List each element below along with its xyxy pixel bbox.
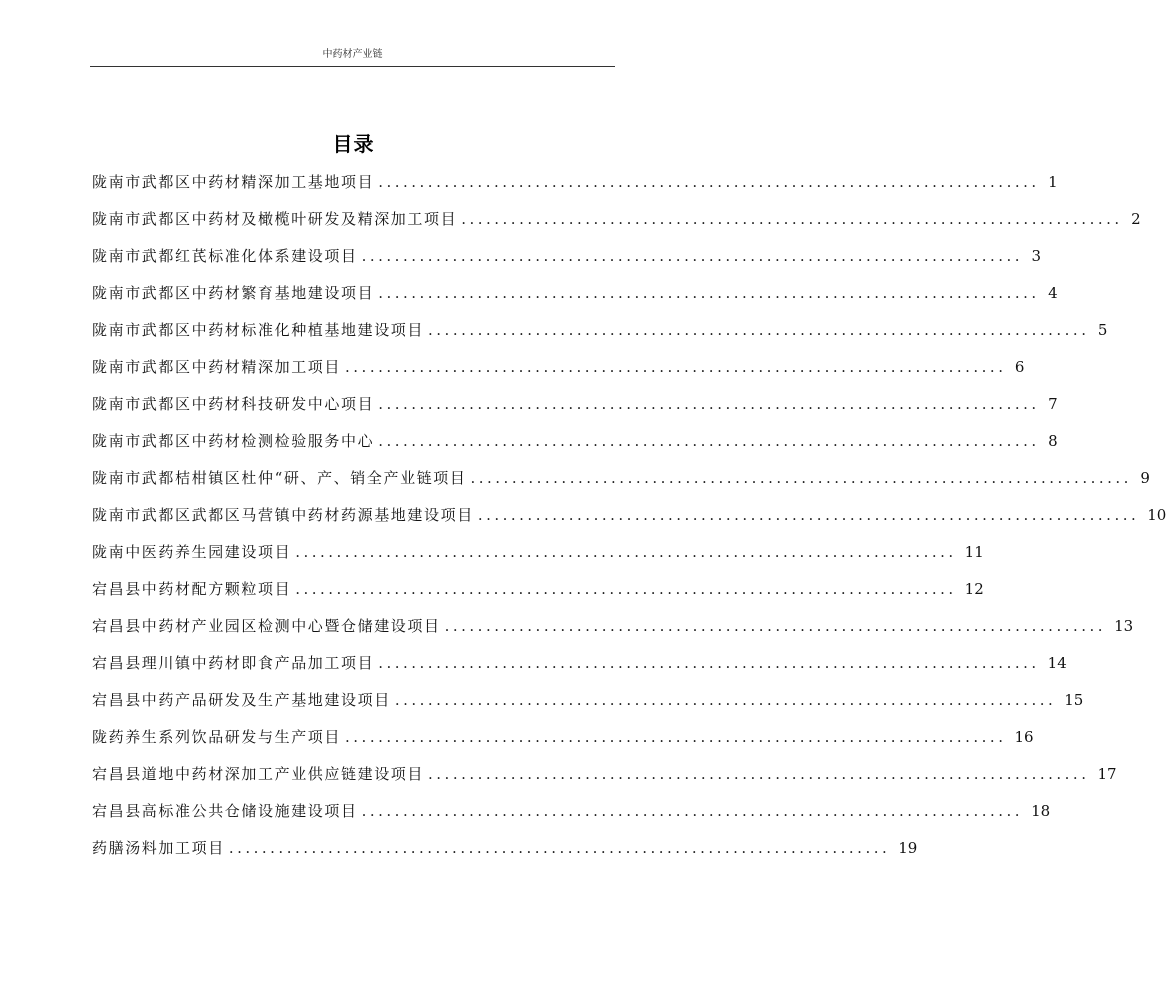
toc-entry-page: 15 [1064, 691, 1084, 709]
toc-entry-page: 16 [1014, 728, 1034, 746]
dot-leader: ................................................................................ [444, 617, 1107, 635]
dot-leader: ................................................................................ [428, 765, 1090, 783]
toc-entry[interactable] [92, 390, 1058, 427]
toc-entry[interactable] [92, 575, 984, 612]
toc-entry[interactable] [92, 612, 1134, 649]
toc-entry-title: 陇南市武都区中药材检测检验服务中心 [92, 432, 375, 450]
table-of-contents [92, 168, 1166, 871]
toc-entry-title: 宕昌县中药材产业园区检测中心暨仓储建设项目 [92, 617, 441, 635]
toc-entry[interactable] [92, 353, 1025, 390]
toc-entry-title: 宕昌县中药产品研发及生产基地建设项目 [92, 691, 391, 709]
toc-entry-title: 陇南市武都区中药材精深加工基地项目 [92, 173, 375, 191]
toc-entry-page: 7 [1048, 395, 1058, 413]
toc-entry[interactable] [92, 168, 1058, 205]
toc-entry[interactable] [92, 649, 1067, 686]
toc-entry-title: 宕昌县理川镇中药材即食产品加工项目 [92, 654, 375, 672]
toc-entry[interactable] [92, 242, 1042, 279]
toc-entry-title: 陇南市武都区中药材标准化种植基地建设项目 [92, 321, 425, 339]
toc-heading: 目录 [332, 132, 375, 156]
toc-entry-page: 1 [1048, 173, 1058, 191]
dot-leader: ................................................................................ [361, 247, 1024, 265]
toc-entry-page: 9 [1140, 469, 1150, 487]
page-header: 中药材产业链 [90, 44, 615, 67]
toc-entry-page: 12 [964, 580, 984, 598]
toc-entry-page: 2 [1131, 210, 1141, 228]
toc-entry-title: 宕昌县道地中药材深加工产业供应链建设项目 [92, 765, 425, 783]
toc-entry-page: 6 [1014, 358, 1025, 376]
toc-entry-page: 14 [1047, 654, 1067, 672]
toc-entry-page: 11 [964, 543, 984, 561]
dot-leader: ................................................................................ [378, 284, 1040, 302]
dot-leader: ................................................................................ [378, 654, 1040, 672]
toc-entry-title: 陇南市武都区武都区马营镇中药材药源基地建设项目 [92, 506, 474, 524]
toc-entry-title: 陇药养生系列饮品研发与生产项目 [92, 728, 342, 746]
toc-entry-page: 3 [1031, 247, 1042, 265]
toc-entry-title: 陇南中医药养生园建设项目 [92, 543, 292, 561]
dot-leader: ................................................................................ [345, 728, 1007, 746]
dot-leader: ................................................................................ [477, 506, 1140, 524]
dot-leader: ................................................................................ [378, 173, 1040, 191]
toc-entry-title: 陇南市武都桔柑镇区杜仲“研、产、销全产业链项目 [92, 469, 467, 487]
dot-leader: ................................................................................ [295, 580, 957, 598]
dot-leader: ................................................................................ [345, 358, 1007, 376]
toc-entry[interactable] [92, 279, 1058, 316]
toc-entry-title: 陇南市武都红芪标准化体系建设项目 [92, 247, 358, 265]
toc-entry[interactable] [92, 464, 1150, 501]
toc-entry-page: 17 [1097, 765, 1117, 783]
toc-entry-page: 4 [1048, 284, 1058, 302]
toc-entry[interactable] [92, 760, 1117, 797]
toc-entry[interactable] [92, 686, 1084, 723]
dot-leader: ................................................................................ [428, 321, 1090, 339]
toc-entry-page: 5 [1097, 321, 1108, 339]
toc-entry-page: 10 [1147, 506, 1166, 524]
dot-leader: ................................................................................ [228, 839, 891, 857]
toc-entry-title: 宕昌县中药材配方颗粒项目 [92, 580, 292, 598]
toc-entry-title: 陇南市武都区中药材繁育基地建设项目 [92, 284, 375, 302]
toc-entry-page: 8 [1048, 432, 1058, 450]
toc-entry[interactable] [92, 723, 1034, 760]
toc-entry[interactable] [92, 316, 1108, 353]
toc-entry-title: 陇南市武都区中药材及橄榄叶研发及精深加工项目 [92, 210, 458, 228]
toc-entry-title: 药膳汤料加工项目 [92, 839, 225, 857]
toc-entry[interactable] [92, 834, 918, 871]
toc-entry[interactable] [92, 427, 1058, 464]
toc-entry-page: 13 [1114, 617, 1134, 635]
dot-leader: ................................................................................ [394, 691, 1057, 709]
toc-entry[interactable] [92, 501, 1166, 538]
dot-leader: ................................................................................ [461, 210, 1123, 228]
toc-entry-page: 18 [1031, 802, 1051, 820]
toc-entry[interactable] [92, 205, 1141, 242]
dot-leader: ................................................................................ [378, 395, 1040, 413]
dot-leader: ................................................................................ [470, 469, 1132, 487]
toc-entry[interactable] [92, 797, 1051, 834]
toc-entry-title: 陇南市武都区中药材科技研发中心项目 [92, 395, 375, 413]
dot-leader: ................................................................................ [361, 802, 1024, 820]
toc-entry-title: 宕昌县高标准公共仓储设施建设项目 [92, 802, 358, 820]
toc-entry-title: 陇南市武都区中药材精深加工项目 [92, 358, 342, 376]
toc-entry-page: 19 [898, 839, 918, 857]
dot-leader: ................................................................................ [378, 432, 1040, 450]
dot-leader: ................................................................................ [295, 543, 957, 561]
toc-entry[interactable] [92, 538, 984, 575]
